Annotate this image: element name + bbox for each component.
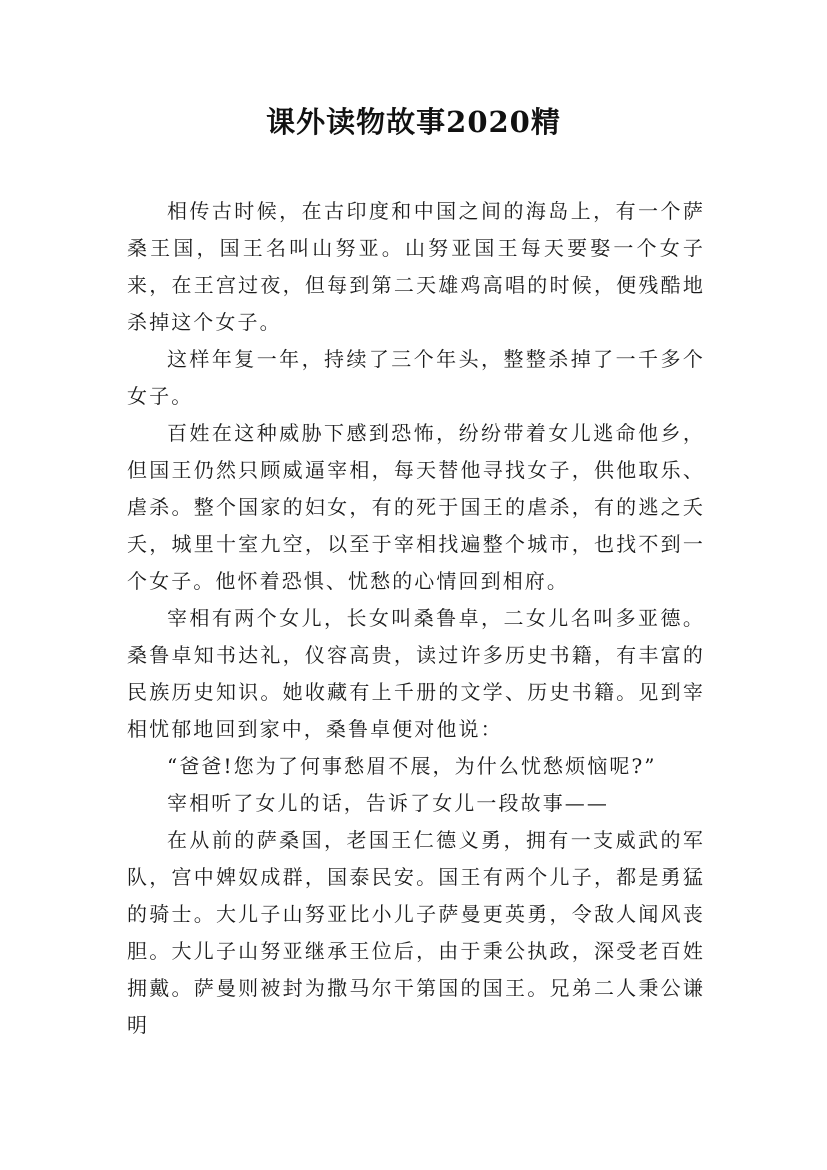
paragraph: 百姓在这种威胁下感到恐怖，纷纷带着女儿逃命他乡，但国王仍然只顾威逼宰相，每天替他寻找女子，供他取乐、虐杀。整个国家的妇女，有的死于国王的虐杀，有的逃之夭夭，城里十室九空，以至于宰相找遍整个城市，也找不到一个女子。他怀着恐惧、忧愁的心情回到相府。 [127,421,705,593]
paragraph: 这样年复一年，持续了三个年头，整整杀掉了一千多个女子。 [127,347,705,408]
paragraph: “爸爸!您为了何事愁眉不展，为什么忧愁烦恼呢?” [167,754,657,778]
paragraph: 宰相听了女儿的话，告诉了女儿一段故事—— [167,791,609,815]
paragraph: 在从前的萨桑国，老国王仁德义勇，拥有一支威武的军队，宫中婢奴成群，国泰民安。国王有两个儿子，都是勇猛的骑士。大儿子山努亚比小儿子萨曼更英勇，令敌人闻风丧胆。大儿子山努亚继承王位后，由于秉公执政，深受老百姓拥戴。萨曼则被封为撒马尔干第国的国王。兄弟二人秉公谦明 [127,828,705,1037]
document-title: 课外读物故事2020精 [266,105,561,139]
paragraph: 宰相有两个女儿，长女叫桑鲁卓，二女儿名叫多亚德。桑鲁卓知书达礼，仪容高贵，读过许多历史书籍，有丰富的民族历史知识。她收藏有上千册的文学、历史书籍。见到宰相忧郁地回到家中，桑鲁卓便对他说： [127,606,705,741]
document-body [127,193,705,1044]
paragraph: 相传古时候，在古印度和中国之间的海岛上，有一个萨桑王国，国王名叫山努亚。山努亚国王每天要娶一个女子来，在王宫过夜，但每到第二天雄鸡高唱的时候，便残酷地杀掉这个女子。 [127,199,705,334]
